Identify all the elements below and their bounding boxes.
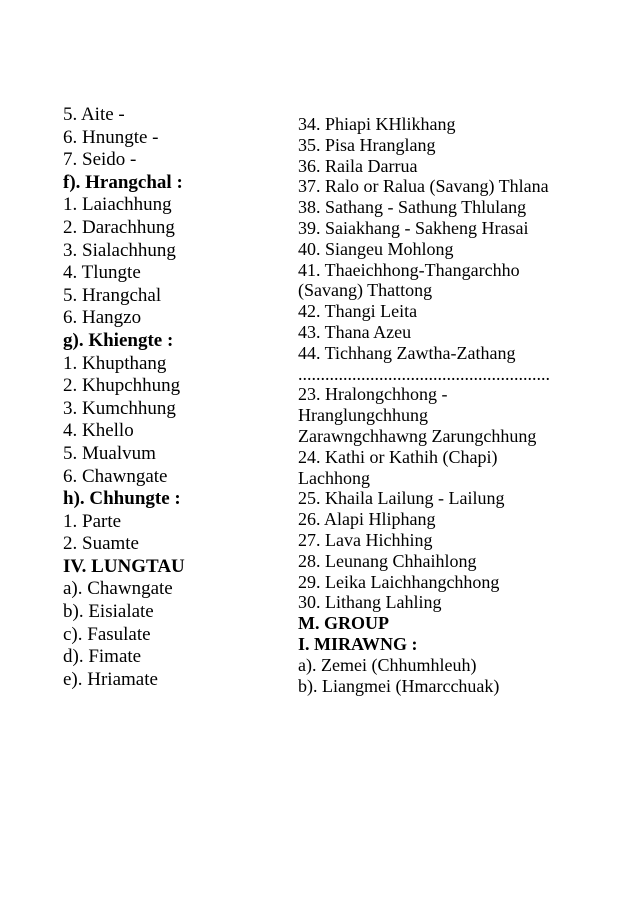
left-column-entry: 5. Mualvum — [63, 442, 156, 464]
left-column-entry: 6. Chawngate — [63, 465, 168, 487]
right-column-entry: 30. Lithang Lahling — [298, 592, 442, 613]
right-column-entry: 29. Leika Laichhangchhong — [298, 571, 500, 592]
right-column-entry: 34. Phiapi KHlikhang — [298, 114, 456, 134]
right-column-entry: (Savang) Thattong — [298, 280, 433, 301]
right-column-entry: 40. Siangeu Mohlong — [298, 238, 454, 259]
right-column-entry: b). Liangmei (Hmarcchuak) — [298, 675, 500, 696]
left-column-entry: 5. Aite - — [63, 104, 125, 125]
right-column-heading: I. MIRAWNG : — [298, 633, 418, 654]
left-column-entry: 3. Kumchhung — [63, 397, 176, 419]
right-column-entry: 36. Raila Darrua — [298, 155, 418, 176]
left-column-entry: 2. Suamte — [63, 533, 139, 555]
right-column-separator: ........................................................ — [298, 363, 550, 384]
left-column-entry: 5. Hrangchal — [63, 284, 162, 306]
left-column-entry: 1. Parte — [63, 510, 122, 532]
left-column-entry: c). Fasulate — [63, 623, 151, 645]
right-column-entry: 35. Pisa Hranglang — [298, 134, 436, 155]
right-column-entry: 28. Leunang Chhaihlong — [298, 550, 477, 571]
left-column-entry: 2. Darachhung — [63, 216, 175, 238]
right-column-entry: a). Zemei (Chhumhleuh) — [298, 654, 477, 675]
right-column-entry: Hranglungchhung — [298, 405, 428, 426]
right-column-entry: Zarawngchhawng Zarungchhung — [298, 425, 537, 446]
left-column-heading: g). Khiengte : — [63, 329, 174, 351]
left-column-list — [63, 104, 283, 691]
left-column-entry: e). Hriamate — [63, 668, 158, 690]
right-column-entry: 37. Ralo or Ralua (Savang) Thlana — [298, 176, 549, 197]
left-column-heading: h). Chhungte : — [63, 488, 181, 510]
left-column-entry: 6. Hnungte - — [63, 126, 159, 148]
right-column-entry: 23. Hralongchhong - — [298, 384, 448, 405]
left-column-entry: d). Fimate — [63, 646, 142, 668]
right-column-entry: 26. Alapi Hliphang — [298, 509, 436, 530]
left-column-heading: f). Hrangchal : — [63, 171, 183, 193]
right-column-entry: 25. Khaila Lailung - Lailung — [298, 488, 505, 509]
right-column-entry: 39. Saiakhang - Sakheng Hrasai — [298, 217, 529, 238]
right-column-entry: 43. Thana Azeu — [298, 321, 412, 342]
right-column-entry: 38. Sathang - Sathung Thlulang — [298, 197, 527, 218]
right-column-heading: M. GROUP — [298, 613, 389, 634]
right-column-entry: 27. Lava Hichhing — [298, 529, 433, 550]
left-column-entry: 1. Khupthang — [63, 352, 167, 374]
left-column-entry: 2. Khupchhung — [63, 375, 181, 397]
left-column-entry: 3. Sialachhung — [63, 239, 176, 261]
right-column-entry: Lachhong — [298, 467, 370, 488]
right-column-entry: 41. Thaeichhong-Thangarchho — [298, 259, 520, 280]
right-column-entry: 44. Tichhang Zawtha-Zathang — [298, 342, 516, 363]
right-column-entry: 42. Thangi Leita — [298, 301, 418, 322]
left-column-entry: 4. Khello — [63, 420, 134, 442]
left-column-entry: 4. Tlungte — [63, 262, 141, 284]
right-column-list — [298, 114, 598, 696]
left-column-entry: a). Chawngate — [63, 578, 173, 600]
left-column-entry: 6. Hangzo — [63, 307, 142, 329]
left-column-entry: b). Eisialate — [63, 601, 154, 623]
left-column-heading: IV. LUNGTAU — [63, 555, 185, 577]
right-column-entry: 24. Kathi or Kathih (Chapi) — [298, 446, 498, 467]
left-column-entry: 7. Seido - — [63, 149, 137, 171]
left-column-entry: 1. Laiachhung — [63, 194, 172, 216]
